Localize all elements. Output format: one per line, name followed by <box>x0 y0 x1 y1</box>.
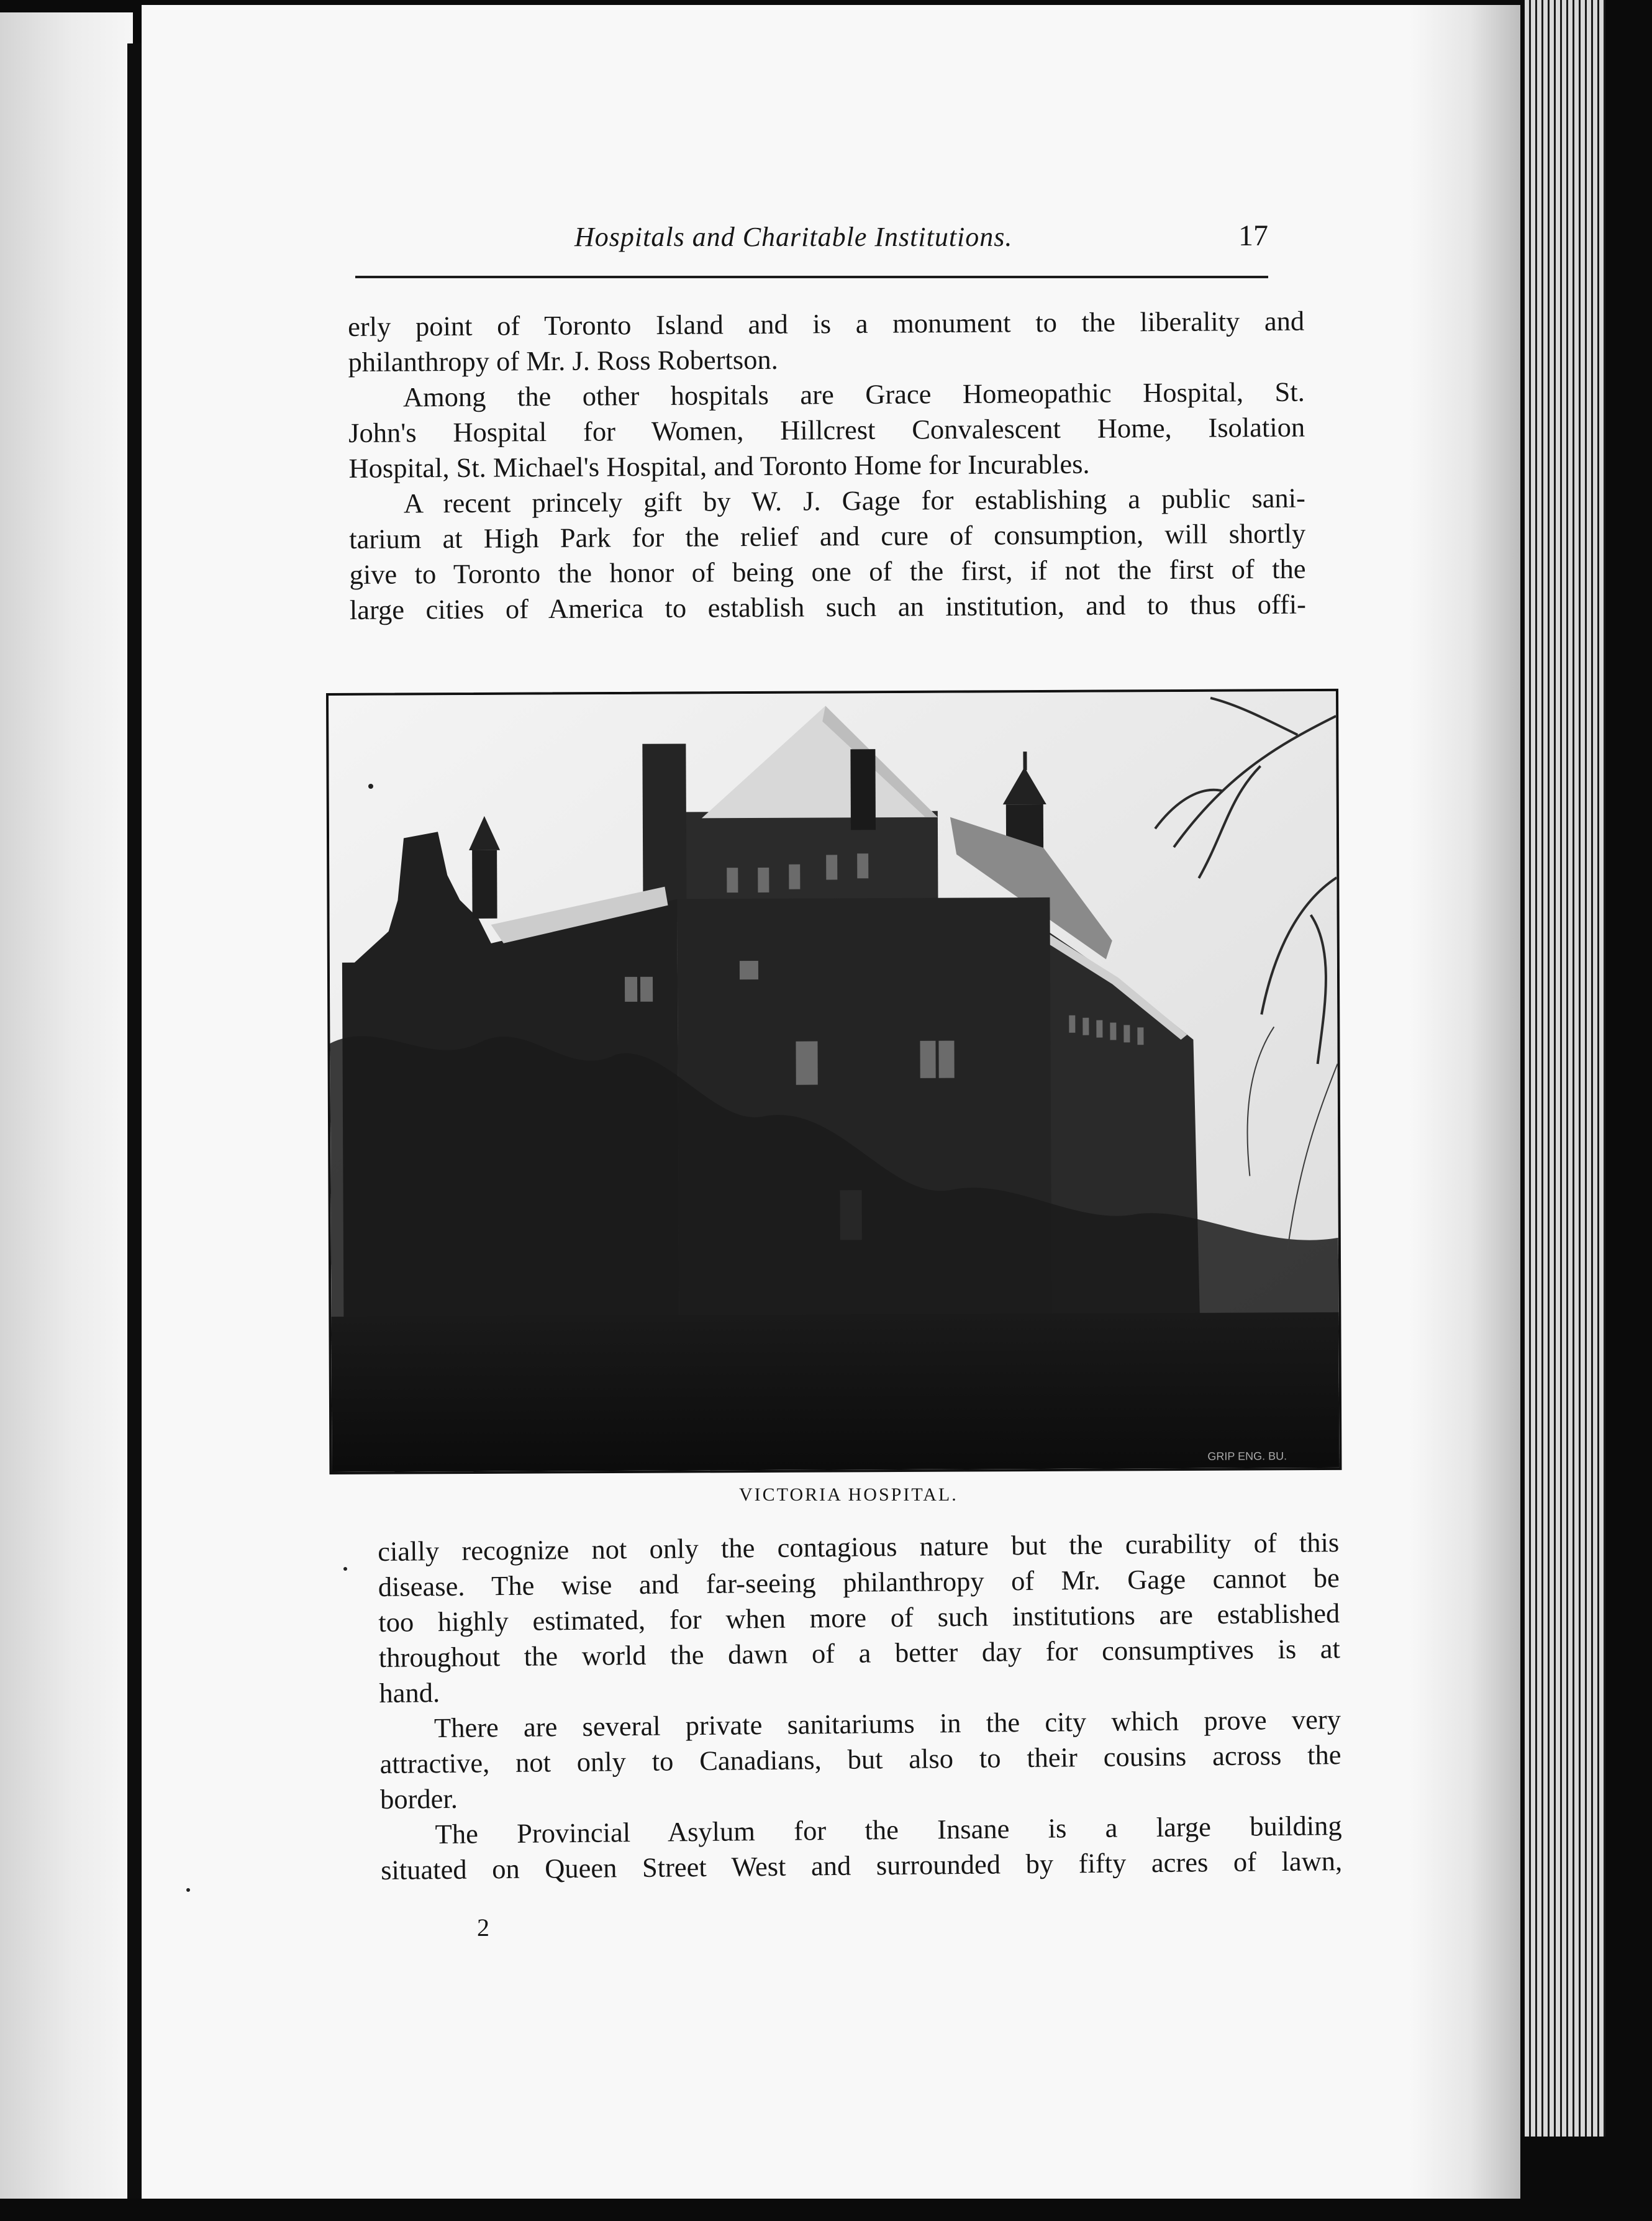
text-line: situated on Queen Street West and surrounded by fifty acres of lawn, <box>380 1845 1343 1886</box>
text-block-bottom <box>378 1525 1342 1888</box>
header-rule <box>355 276 1268 278</box>
text-line: give to Toronto the honor of being one of the first, if not the first of the <box>349 553 1306 590</box>
text-line: tarium at High Park for the relief and cure of consumption, will shortly <box>349 517 1306 555</box>
facing-page-edge <box>0 12 133 2199</box>
signature-mark: 2 <box>477 1914 489 1942</box>
text-line: Among the other hospitals are Grace Homeopathic Hospital, St. <box>402 376 1305 413</box>
figure-caption: VICTORIA HOSPITAL. <box>739 1484 958 1505</box>
text-line: border. <box>379 1783 458 1815</box>
text-line: There are several private sanitariums in the city which prove very <box>433 1704 1341 1744</box>
text-line: disease. The wise and far-seeing philanthropy of Mr. Gage cannot be <box>378 1562 1340 1602</box>
running-title: Hospitals and Charitable Institutions. <box>574 222 1013 252</box>
text-line: erly point of Toronto Island and is a monument to the liberality and <box>348 305 1305 342</box>
victoria-hospital-photograph <box>326 689 1341 1474</box>
text-line: cially recognize not only the contagious nature but the curability of this <box>378 1527 1340 1567</box>
scan-speck <box>368 784 373 789</box>
text-line: The Provincial Asylum for the Insane is a large building <box>435 1810 1342 1850</box>
text-line: throughout the world the dawn of a better day for consumptives is at <box>378 1633 1341 1673</box>
scan-speck <box>343 1567 347 1571</box>
page-number: 17 <box>1238 219 1268 252</box>
scan-speck <box>186 1888 190 1892</box>
page-curl-shade <box>1409 5 1520 2216</box>
text-line: philanthropy of Mr. J. Ross Robertson. <box>348 343 778 378</box>
text-line: A recent princely gift by W. J. Gage for establishing a public sani- <box>403 482 1306 519</box>
text-line: attractive, not only to Canadians, but also to their cousins across the <box>379 1739 1341 1779</box>
scan-bottom-edge <box>142 2199 1607 2221</box>
text-line: large cities of America to establish such an institution, and to thus offi- <box>349 588 1307 625</box>
text-line: too highly estimated, for when more of such institutions are established <box>378 1597 1340 1638</box>
text-block-top <box>348 304 1306 628</box>
engraver-credit: GRIP ENG. BU. <box>1207 1450 1287 1463</box>
text-line: John's Hospital for Women, Hillcrest Convalescent Home, Isolation <box>348 411 1305 448</box>
text-line: hand. <box>379 1677 440 1709</box>
page-stack-edge <box>1525 0 1605 2137</box>
text-line: Hospital, St. Michael's Hospital, and Toronto Home for Incurables. <box>348 448 1090 484</box>
running-head <box>0 219 1268 265</box>
